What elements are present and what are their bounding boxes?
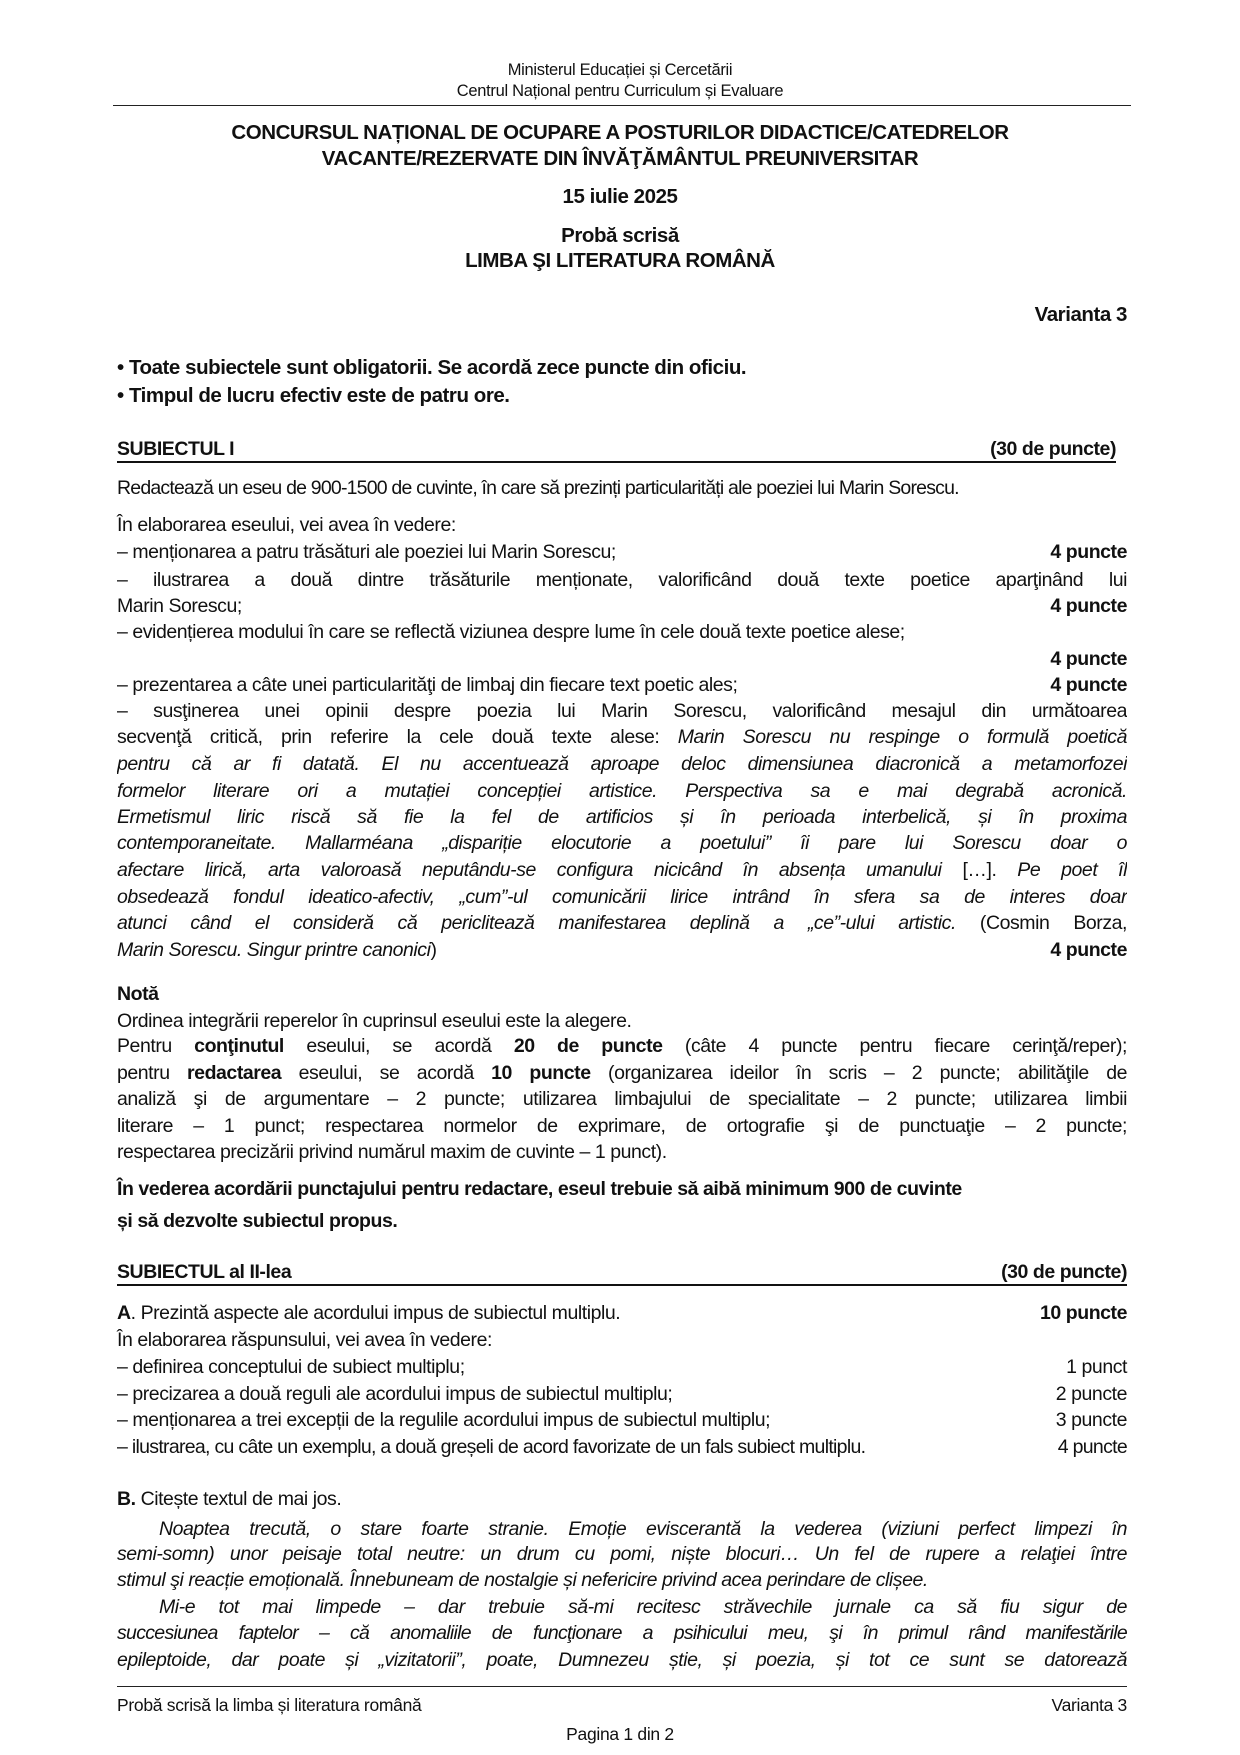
part-a-item (117, 1381, 1127, 1407)
item-text: – definirea conceptului de subiect multiplu; (117, 1356, 465, 1378)
page-number: Pagina 1 din 2 (566, 1724, 674, 1744)
item-points: 4 puncte (1057, 1436, 1127, 1458)
item-points: 2 puncte (1055, 1383, 1127, 1405)
critical-quote-line (117, 910, 1127, 936)
requirement-points: 4 puncte (1050, 648, 1127, 670)
quote-source (117, 937, 437, 963)
exam-subject: LIMBA ŞI LITERATURA ROMÂNĂ (465, 249, 775, 272)
quote-text: afectare lirică, arta valoroasă neputându-se configura nicicând în absența umanului (117, 859, 963, 881)
rule-item: • Timpul de lucru efectiv este de patru ore. (117, 384, 510, 407)
critical-quote-line: pentru că ar fi datată. El nu accentuează aproape deloc dimensiunea diacronică a metamorfozei (117, 753, 1127, 775)
note-heading: Notă (117, 983, 159, 1005)
requirement-text: – menționarea a patru trăsături ale poeziei lui Marin Sorescu; (117, 541, 616, 563)
t: eseului, se acordă (283, 1035, 514, 1057)
t: eseului, se acordă (281, 1062, 492, 1084)
part-a-intro: În elaborarea răspunsului, vei avea în vedere: (117, 1329, 492, 1351)
center-name: Centrul Național pentru Curriculum și Evaluare (456, 82, 784, 100)
item-points: 3 puncte (1055, 1409, 1127, 1431)
item-text: – precizarea a două reguli ale acordului impus de subiectul multiplu; (117, 1383, 673, 1405)
t: 20 de puncte (513, 1035, 663, 1057)
t: pentru (117, 1062, 188, 1084)
part-a-label: A (117, 1302, 131, 1324)
note-line (117, 1033, 1127, 1059)
critical-quote-line (117, 724, 1127, 750)
part-b-label: B. (117, 1488, 136, 1510)
quote-text: Marin Sorescu nu respinge o formulă poetică (677, 726, 1127, 748)
subject-1-heading (117, 437, 1116, 463)
item-text: – menționarea a trei excepții de la regulile acordului impus de subiectul multiplu; (117, 1409, 771, 1431)
critical-quote-line: obsedează fondul ideatico-afectiv, „cum”-ul comunicării lirice intrând în sfera sa de interes doar (117, 886, 1127, 908)
note-line: literare – 1 punct; respectarea normelor de exprimare, de ortografie şi de punctuaţie – 2 puncte; (117, 1115, 1127, 1137)
excerpt-line: epileptoide, dar poate și „vizitatorii”, poate, Dumnezeu știe, și poezia, și tot ce sunt se datorează (117, 1649, 1127, 1671)
t: Pentru (117, 1035, 195, 1057)
quote-text: Pe poet îl (1017, 859, 1127, 881)
critical-quote-line (117, 857, 1127, 883)
critical-quote-line: Ermetismul liric riscă să fie la fel de artificios și în perioada interbelică, și în proxima (117, 806, 1127, 828)
subject-2-heading (117, 1260, 1127, 1286)
requirement-5: – susţinerea unei opinii despre poezia lui Marin Sorescu, valorificând mesajul din următoarea (117, 700, 1127, 722)
note-line: respectarea precizării privind numărul maxim de cuvinte – 1 punct). (117, 1141, 667, 1163)
subject-2-title: SUBIECTUL al II-lea (117, 1261, 292, 1283)
part-a-item (117, 1407, 1127, 1433)
part-a-item (117, 1354, 1127, 1380)
part-b-task (117, 1486, 1127, 1512)
requirement-text: Marin Sorescu; (117, 595, 242, 617)
note-line: Ordinea integrării reperelor în cuprinsul eseului este la alegere. (117, 1010, 632, 1032)
t: (câte 4 puncte pentru fiecare cerinţă/reper); (662, 1035, 1127, 1057)
excerpt-line: Noaptea trecută, o stare foarte stranie. Emoție eviscerantă la vederea (viziuni perfect limpezi în (159, 1518, 1127, 1540)
exam-type: Probă scrisă (561, 224, 679, 247)
note-warning: În vederea acordării punctajului pentru redactare, eseul trebuie să aibă minimum 900 de cuvinte (117, 1178, 962, 1200)
book-title: Marin Sorescu. Singur printre canonici (117, 939, 431, 961)
part-a-item (117, 1434, 1127, 1460)
requirement-2-cont (117, 593, 1127, 619)
ministry-name: Ministerul Educației și Cercetării (507, 61, 733, 79)
subject-1-intro: În elaborarea eseului, vei avea în vedere: (117, 514, 456, 536)
footer-exam: Probă scrisă la limba și literatura română (117, 1695, 422, 1715)
requirement-1 (117, 539, 1127, 565)
variant-label: Varianta 3 (1034, 303, 1127, 326)
title-line-2: VACANTE/REZERVATE DIN ÎNVĂŢĂMÂNTUL PREUNIVERSITAR (321, 147, 919, 170)
subject-1-task: Redactează un eseu de 900-1500 de cuvinte, în care să prezinți particularități ale poeziei lui Marin Sorescu. (117, 477, 959, 499)
requirement-3: – evidențierea modului în care se reflectă viziunea despre lume în cele două texte poetice alese; (117, 621, 905, 643)
part-a-text (117, 1300, 620, 1326)
exam-date: 15 iulie 2025 (562, 185, 678, 208)
excerpt-line: succesiunea faptelor – că anomaliile de funcţionare a psihicului meu, şi în primul rând manifestările (117, 1622, 1127, 1644)
t: redactarea (187, 1062, 282, 1084)
requirement-4 (117, 672, 1127, 698)
title-line-1: CONCURSUL NAȚIONAL DE OCUPARE A POSTURILOR DIDACTICE/CATEDRELOR (231, 121, 1009, 144)
part-a-task (117, 1300, 1127, 1326)
requirement-points: 4 puncte (1050, 939, 1127, 961)
item-points: 1 punct (1066, 1356, 1127, 1378)
requirement-points: 4 puncte (1050, 595, 1127, 617)
paren: ) (430, 939, 437, 961)
rule-item: • Toate subiectele sunt obligatorii. Se acordă zece puncte din oficiu. (117, 356, 747, 379)
subject-1-title: SUBIECTUL I (117, 438, 235, 460)
quote-text: atunci când el consideră că periclitează manifestarea deplină a „ce”-ului artistic. (117, 912, 956, 934)
requirement-2: – ilustrarea a două dintre trăsăturile menționate, valorificând două texte poetice aparţinând lui (117, 569, 1127, 591)
part-a-points: 10 puncte (1040, 1302, 1127, 1324)
requirement-points: 4 puncte (1050, 541, 1127, 563)
excerpt-line: Mi-e tot mai limpede – dar trebuie să-mi recitesc străvechile jurnale ca să fiu sigur de (159, 1596, 1127, 1618)
item-text: – ilustrarea, cu câte un exemplu, a două greșeli de acord favorizate de un fals subiect multiplu. (117, 1436, 866, 1458)
t: conţinutul (194, 1035, 284, 1057)
subject-2-points: (30 de puncte) (1001, 1261, 1127, 1283)
t: . Prezintă aspecte ale acordului impus de subiectul multiplu. (130, 1302, 621, 1324)
subject-1-points: (30 de puncte) (990, 438, 1116, 460)
note-warning: și să dezvolte subiectul propus. (117, 1210, 398, 1232)
excerpt-line: stimul şi reacție emoțională. Înnebuneam de nostalgie și nefericire privind acea perindare de clișee. (117, 1569, 928, 1591)
quote-intro: secvenţă critică, prin referire la cele două texte alese: (117, 726, 678, 748)
footer-rule (117, 1686, 1127, 1687)
requirement-points: 4 puncte (1050, 674, 1127, 696)
quote-source-line (117, 937, 1127, 963)
quote-ellipsis: […]. (962, 859, 1018, 881)
excerpt-line: semi-somn) unor peisaje total neutre: un drum cu pomi, niște blocuri… Un fel de rupere a relaţiei între (117, 1543, 1127, 1565)
header-rule (113, 105, 1131, 106)
note-line: analiză şi de argumentare – 2 puncte; utilizarea limbajului de specialitate – 2 puncte; utilizarea limbii (117, 1088, 1127, 1110)
note-line (117, 1060, 1127, 1086)
footer-variant: Varianta 3 (1051, 1695, 1127, 1715)
t: Citește textul de mai jos. (135, 1488, 342, 1510)
requirement-text: – prezentarea a câte unei particularităţi de limbaj din fiecare text poetic ales; (117, 674, 738, 696)
footer (117, 1692, 1127, 1718)
critical-quote-line: contemporaneitate. Mallarméana „dispariție elocutorie a poetului” îi pare lui Sorescu doar o (117, 832, 1127, 854)
t: (organizarea ideilor în scris – 2 puncte; abilităţile de (590, 1062, 1127, 1084)
critical-quote-line: formelor literare ori a mutației concepției artistice. Perspectiva sa e mai degrabă acronică. (117, 780, 1127, 802)
t: 10 puncte (491, 1062, 591, 1084)
quote-source: (Cosmin Borza, (955, 912, 1127, 934)
